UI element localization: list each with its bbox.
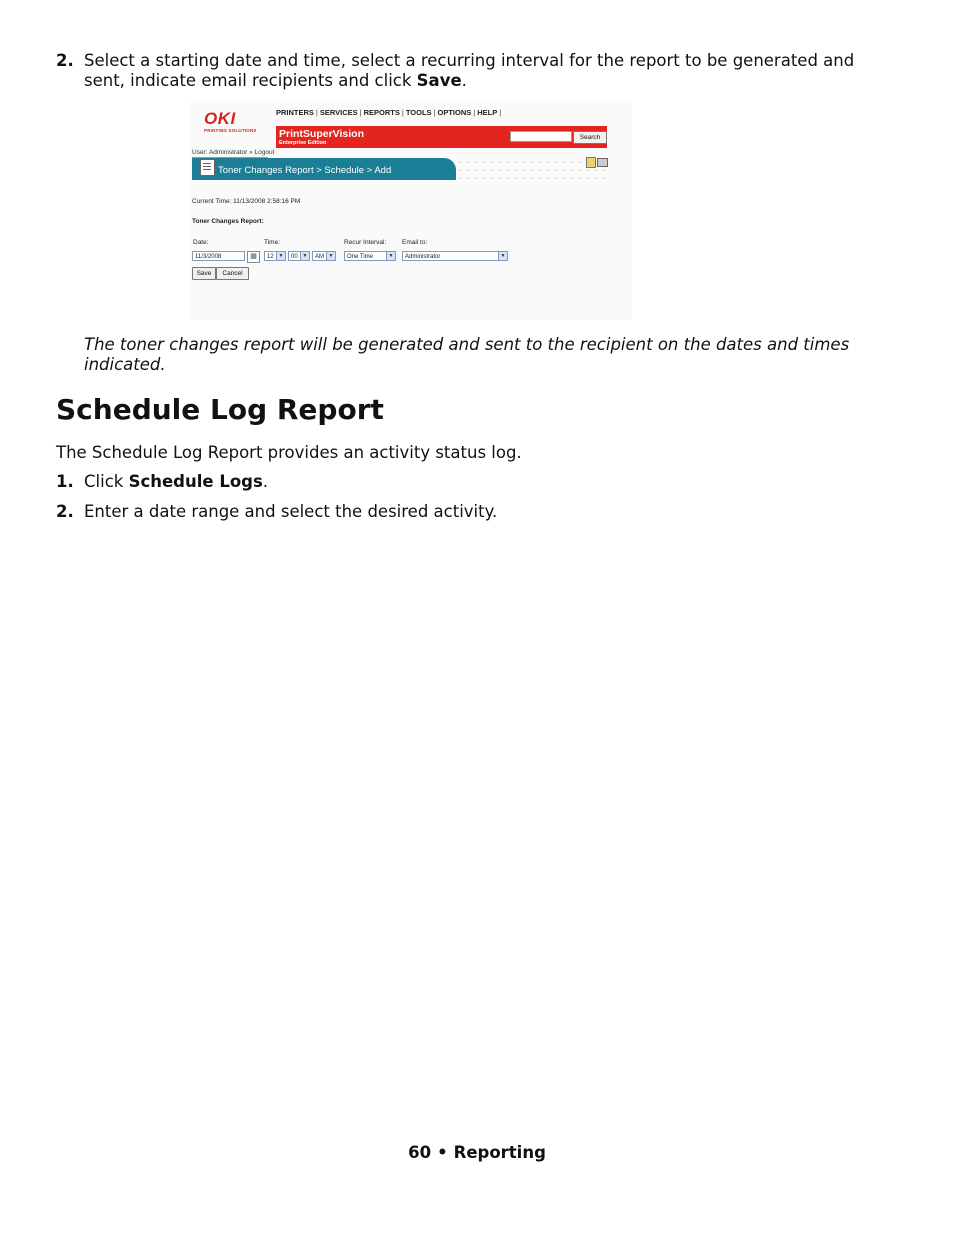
chevron-down-icon[interactable]: ▼: [498, 252, 507, 260]
step-text-line2: [84, 71, 467, 91]
nav-options[interactable]: OPTIONS: [437, 108, 472, 117]
section-name: Reporting: [453, 1143, 546, 1162]
chevron-down-icon[interactable]: ▼: [276, 252, 285, 260]
save-button[interactable]: Save: [192, 267, 216, 280]
hour-select[interactable]: [264, 251, 286, 261]
nav-separator: |: [401, 108, 404, 117]
print-icon[interactable]: [597, 158, 608, 167]
search-button[interactable]: Search: [573, 131, 607, 144]
step-text-suffix: .: [461, 71, 467, 90]
hour-value: 12: [267, 254, 274, 260]
minute-select[interactable]: [288, 251, 310, 261]
step-text: [84, 472, 268, 492]
product-header-bar: [276, 126, 607, 148]
result-note: [84, 335, 904, 375]
user-logout-line[interactable]: User: Administrator » Logout: [192, 149, 275, 156]
page-number: 60: [408, 1143, 432, 1162]
nav-tools[interactable]: TOOLS: [405, 108, 432, 117]
nav-reports[interactable]: REPORTS: [363, 108, 400, 117]
save-emphasis: Save: [416, 71, 462, 90]
cancel-button[interactable]: Cancel: [216, 267, 249, 280]
bullet-icon: •: [437, 1143, 448, 1162]
step-text: Enter a date range and select the desired activity.: [84, 502, 498, 521]
nav-separator: |: [499, 108, 502, 117]
note-line2: indicated.: [84, 355, 166, 374]
ampm-value: AM: [315, 254, 324, 260]
report-document-icon: [200, 159, 215, 176]
logo-text: OKI: [204, 109, 236, 128]
time-label: Time:: [264, 239, 281, 246]
oki-logo: [190, 100, 268, 148]
nav-printers[interactable]: PRINTERS: [276, 108, 314, 117]
edit-icon[interactable]: [586, 157, 596, 168]
toolbar-icons: [586, 156, 608, 168]
product-name: PrintSuperVision: [279, 128, 364, 140]
recur-value: One Time: [347, 254, 374, 260]
schedule-logs-emphasis: Schedule Logs: [128, 472, 263, 491]
date-input[interactable]: 11/3/2008: [192, 251, 245, 261]
step-number: 2.: [56, 51, 74, 70]
intro-paragraph: The Schedule Log Report provides an activity status log.: [56, 443, 522, 462]
logo-subtitle: PRINTING SOLUTIONS: [204, 128, 257, 133]
note-line1: The toner changes report will be generated and sent to the recipient on the dates and times: [84, 335, 850, 354]
recur-interval-label: Recur Interval:: [344, 239, 387, 246]
top-navigation: [276, 108, 503, 117]
nav-separator: |: [473, 108, 476, 117]
breadcrumb-bar: [192, 158, 456, 180]
calendar-icon[interactable]: ▦: [247, 251, 260, 263]
email-to-label: Email to:: [402, 239, 428, 246]
nav-separator: |: [315, 108, 318, 117]
step-text-prefix: Click: [84, 472, 129, 491]
chevron-down-icon[interactable]: ▼: [300, 252, 309, 260]
date-label: Date:: [193, 239, 209, 246]
email-to-select[interactable]: [402, 251, 508, 261]
form-title: Toner Changes Report:: [192, 218, 264, 225]
search-input[interactable]: [510, 131, 572, 142]
step-text-prefix: sent, indicate email recipients and click: [84, 71, 417, 90]
email-value: Administrator: [405, 254, 441, 260]
step-number: 1.: [56, 472, 74, 491]
step-text-line1: Select a starting date and time, select a recurring interval for the report to be generated and: [84, 51, 855, 70]
step-text-suffix: .: [262, 472, 269, 491]
step-number: 2.: [56, 502, 74, 521]
minute-value: 00: [291, 254, 298, 260]
page-footer: [0, 1143, 954, 1163]
nav-separator: |: [433, 108, 436, 117]
ampm-select[interactable]: [312, 251, 336, 261]
dotted-pattern: [456, 158, 606, 182]
nav-separator: |: [359, 108, 362, 117]
nav-help[interactable]: HELP: [477, 108, 498, 117]
chevron-down-icon[interactable]: ▼: [326, 252, 335, 260]
recur-interval-select[interactable]: [344, 251, 396, 261]
nav-services[interactable]: SERVICES: [319, 108, 358, 117]
chevron-down-icon[interactable]: ▼: [386, 252, 395, 260]
current-time: Current Time: 11/13/2008 2:58:16 PM: [192, 198, 301, 205]
breadcrumb: Toner Changes Report > Schedule > Add: [218, 165, 392, 176]
section-heading: Schedule Log Report: [56, 393, 384, 426]
embedded-screenshot: [190, 100, 632, 320]
product-edition: Enterprise Edition: [279, 140, 327, 146]
